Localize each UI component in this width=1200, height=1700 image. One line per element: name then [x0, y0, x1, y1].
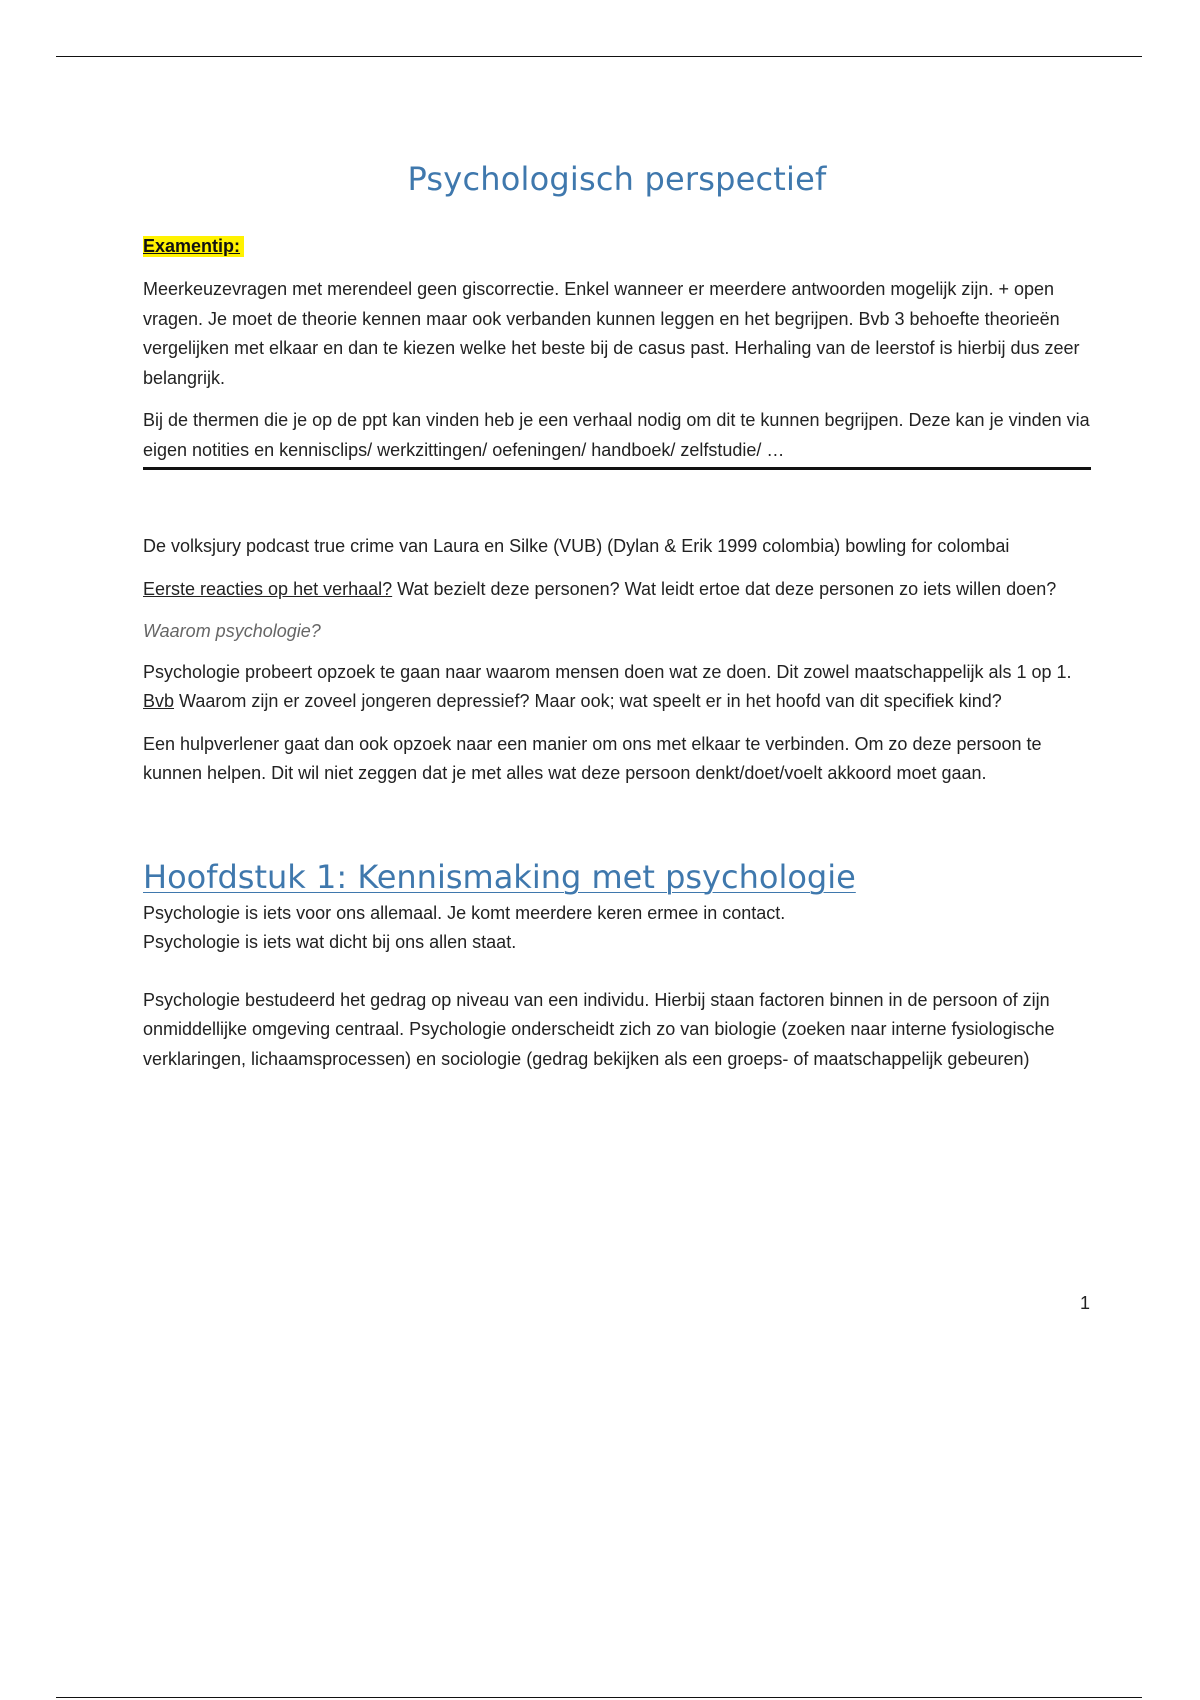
why-paragraph-1-end: Waarom zijn er zoveel jongeren depressief? Maar ook; wat speelt er in het hoofd van dit specifiek kind? [174, 691, 1002, 711]
exam-tip-section [143, 236, 1091, 470]
exam-tip-label: Examentip: [143, 236, 244, 257]
document-title: Psychologisch perspectief [407, 160, 827, 198]
chapter-1-intro [143, 899, 1091, 958]
page-body [143, 160, 1091, 1087]
reactions-paragraph [143, 575, 1091, 605]
chapter-1-heading: Hoofdstuk 1: Kennismaking met psychologie [143, 857, 856, 896]
exam-tip-paragraph-1: Meerkeuzevragen met merendeel geen giscorrectie. Enkel wanneer er meerdere antwoorden mogelijk zijn. + open vragen. Je moet de theorie kennen maar ook verbanden kunnen leggen en het begrijpen. Bvb 3 behoefte theorieën vergelijken met elkaar en dan te kiezen welke het beste bij de casus past. Herhaling van de leerstof is hierbij dus zeer belangrijk. [143, 279, 1080, 388]
reactions-text: Wat bezielt deze personen? Wat leidt ertoe dat deze personen zo iets willen doen? [392, 578, 1057, 599]
chapter-1-line-2: Psychologie is iets wat dicht bij ons allen staat. [143, 932, 517, 952]
reactions-label: Eerste reacties op het verhaal? [143, 578, 393, 599]
why-psychology-heading: Waarom psychologie? [143, 621, 321, 641]
intro-section [143, 532, 1091, 789]
chapter-1-line-1: Psychologie is iets voor ons allemaal. Je komt meerdere keren ermee in contact. [143, 902, 786, 923]
page-top-rule [56, 56, 1142, 57]
podcast-paragraph: De volksjury podcast true crime van Laura en Silke (VUB) (Dylan & Erik 1999 colombia) bowling for colombai [143, 536, 1010, 556]
exam-tip-paragraph-2: Bij de thermen die je op de ppt kan vinden heb je een verhaal nodig om dit te kunnen begrijpen. Deze kan je vinden via eigen notities en kennisclips/ werkzittingen/ oefeningen/ handboek/ zelfstudie/ … [143, 410, 1090, 460]
why-paragraph-2: Een hulpverlener gaat dan ook opzoek naar een manier om ons met elkaar te verbinden. Om zo deze persoon te kunnen helpen. Dit wil niet zeggen dat je met alles wat deze persoon denkt/doet/voelt akkoord moet gaan. [143, 733, 1042, 783]
page-bottom-rule [56, 1697, 1142, 1698]
bvb-abbreviation: Bvb [143, 691, 175, 711]
why-paragraph-1-start: Psychologie probeert opzoek te gaan naar waarom mensen doen wat ze doen. Dit zowel maatschappelijk als 1 op 1. [143, 661, 1072, 682]
chapter-1-paragraph: Psychologie bestudeerd het gedrag op niveau van een individu. Hierbij staan factoren binnen in de persoon of zijn onmiddellijke omgeving centraal. Psychologie onderscheidt zich zo van biologie (zoeken naar interne fysiologische verklaringen, lichaamsprocessen) en sociologie (gedrag bekijken als een groeps- of maatschappelijk gebeuren) [143, 989, 1055, 1069]
page-number: 1 [1079, 1293, 1090, 1313]
chapter-1-section [143, 857, 1091, 1075]
why-paragraph-1 [143, 658, 1091, 717]
